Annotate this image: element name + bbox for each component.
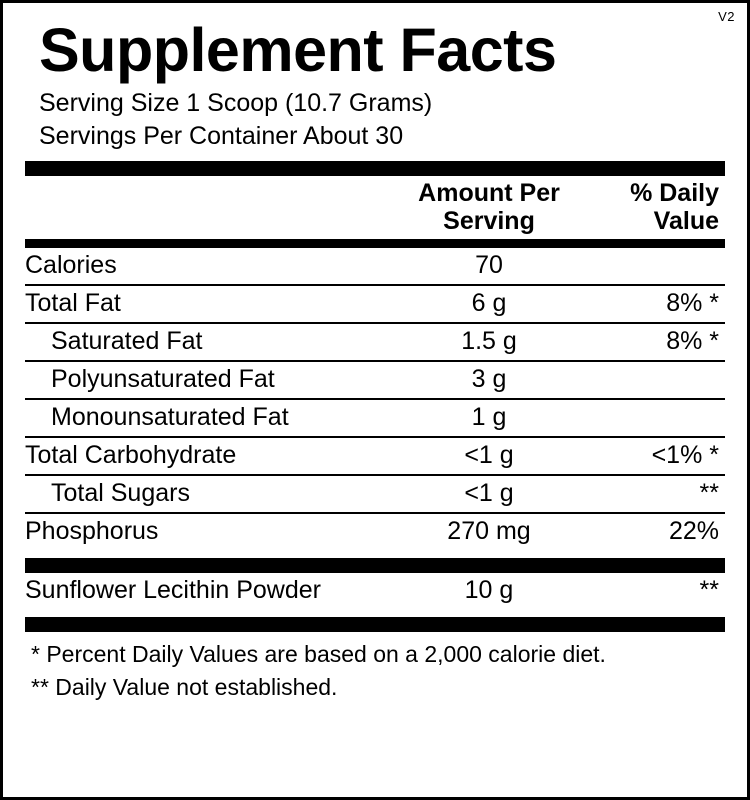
table-row bbox=[25, 323, 725, 361]
divider-thick-bottom bbox=[25, 617, 725, 632]
row-name: Total Carbohydrate bbox=[25, 437, 389, 475]
row-name: Total Fat bbox=[25, 285, 389, 323]
row-amount: 6 g bbox=[389, 285, 589, 323]
row-amount: <1 g bbox=[389, 437, 589, 475]
row-name: Phosphorus bbox=[25, 517, 159, 546]
row-daily-value: 8% * bbox=[589, 323, 725, 361]
footnotes bbox=[31, 639, 725, 704]
servings-per-container-line: Servings Per Container About 30 bbox=[39, 122, 404, 151]
row-daily-value: ** bbox=[589, 475, 725, 513]
row-daily-value: ** bbox=[699, 576, 719, 605]
facts-table bbox=[25, 176, 725, 239]
row-daily-value bbox=[589, 399, 725, 437]
row-daily-value: <1% * bbox=[589, 437, 725, 475]
row-name: Saturated Fat bbox=[25, 323, 389, 361]
header-amount-per-serving bbox=[389, 176, 589, 239]
row-amount: 70 bbox=[389, 248, 589, 285]
divider-medium-below-header bbox=[25, 239, 725, 248]
table-row bbox=[25, 399, 725, 437]
row-daily-value: 8% * bbox=[589, 285, 725, 323]
row-name: Calories bbox=[25, 248, 389, 285]
table-row bbox=[25, 285, 725, 323]
divider-thick-middle bbox=[25, 558, 725, 573]
divider-thick-top bbox=[25, 161, 725, 176]
other-ingredients-table bbox=[25, 573, 725, 609]
table-header-row bbox=[25, 176, 725, 239]
footnote-daily-value: * Percent Daily Values are based on a 2,000 calorie diet. bbox=[31, 641, 606, 668]
row-name: Sunflower Lecithin Powder bbox=[25, 576, 321, 605]
header-dv-line2: Value bbox=[653, 207, 719, 236]
table-row bbox=[25, 475, 725, 513]
row-daily-value bbox=[589, 248, 725, 285]
nutrients-table bbox=[25, 248, 725, 550]
page-title: Supplement Facts bbox=[39, 16, 557, 84]
row-amount: 3 g bbox=[389, 361, 589, 399]
row-amount: 1.5 g bbox=[389, 323, 589, 361]
header-blank bbox=[25, 176, 389, 239]
header-daily-value bbox=[589, 176, 725, 239]
footnote-not-established: ** Daily Value not established. bbox=[31, 674, 338, 701]
row-name: Total Sugars bbox=[25, 475, 389, 513]
header-amount-line1: Amount Per bbox=[418, 179, 560, 208]
version-marker: V2 bbox=[718, 9, 735, 24]
row-name: Monounsaturated Fat bbox=[25, 399, 389, 437]
row-amount: <1 g bbox=[389, 475, 589, 513]
row-amount: 270 mg bbox=[447, 517, 531, 546]
row-amount: 1 g bbox=[389, 399, 589, 437]
serving-size-line: Serving Size 1 Scoop (10.7 Grams) bbox=[39, 89, 433, 118]
table-row bbox=[25, 437, 725, 475]
header-amount-line2: Serving bbox=[443, 207, 535, 236]
table-row bbox=[25, 361, 725, 399]
row-name: Polyunsaturated Fat bbox=[25, 361, 389, 399]
row-amount: 10 g bbox=[464, 576, 514, 605]
table-row bbox=[25, 248, 725, 285]
row-daily-value bbox=[589, 361, 725, 399]
header-dv-line1: % Daily bbox=[630, 179, 719, 208]
table-row bbox=[25, 513, 725, 550]
table-row bbox=[25, 573, 725, 609]
row-daily-value: 22% bbox=[668, 517, 719, 546]
